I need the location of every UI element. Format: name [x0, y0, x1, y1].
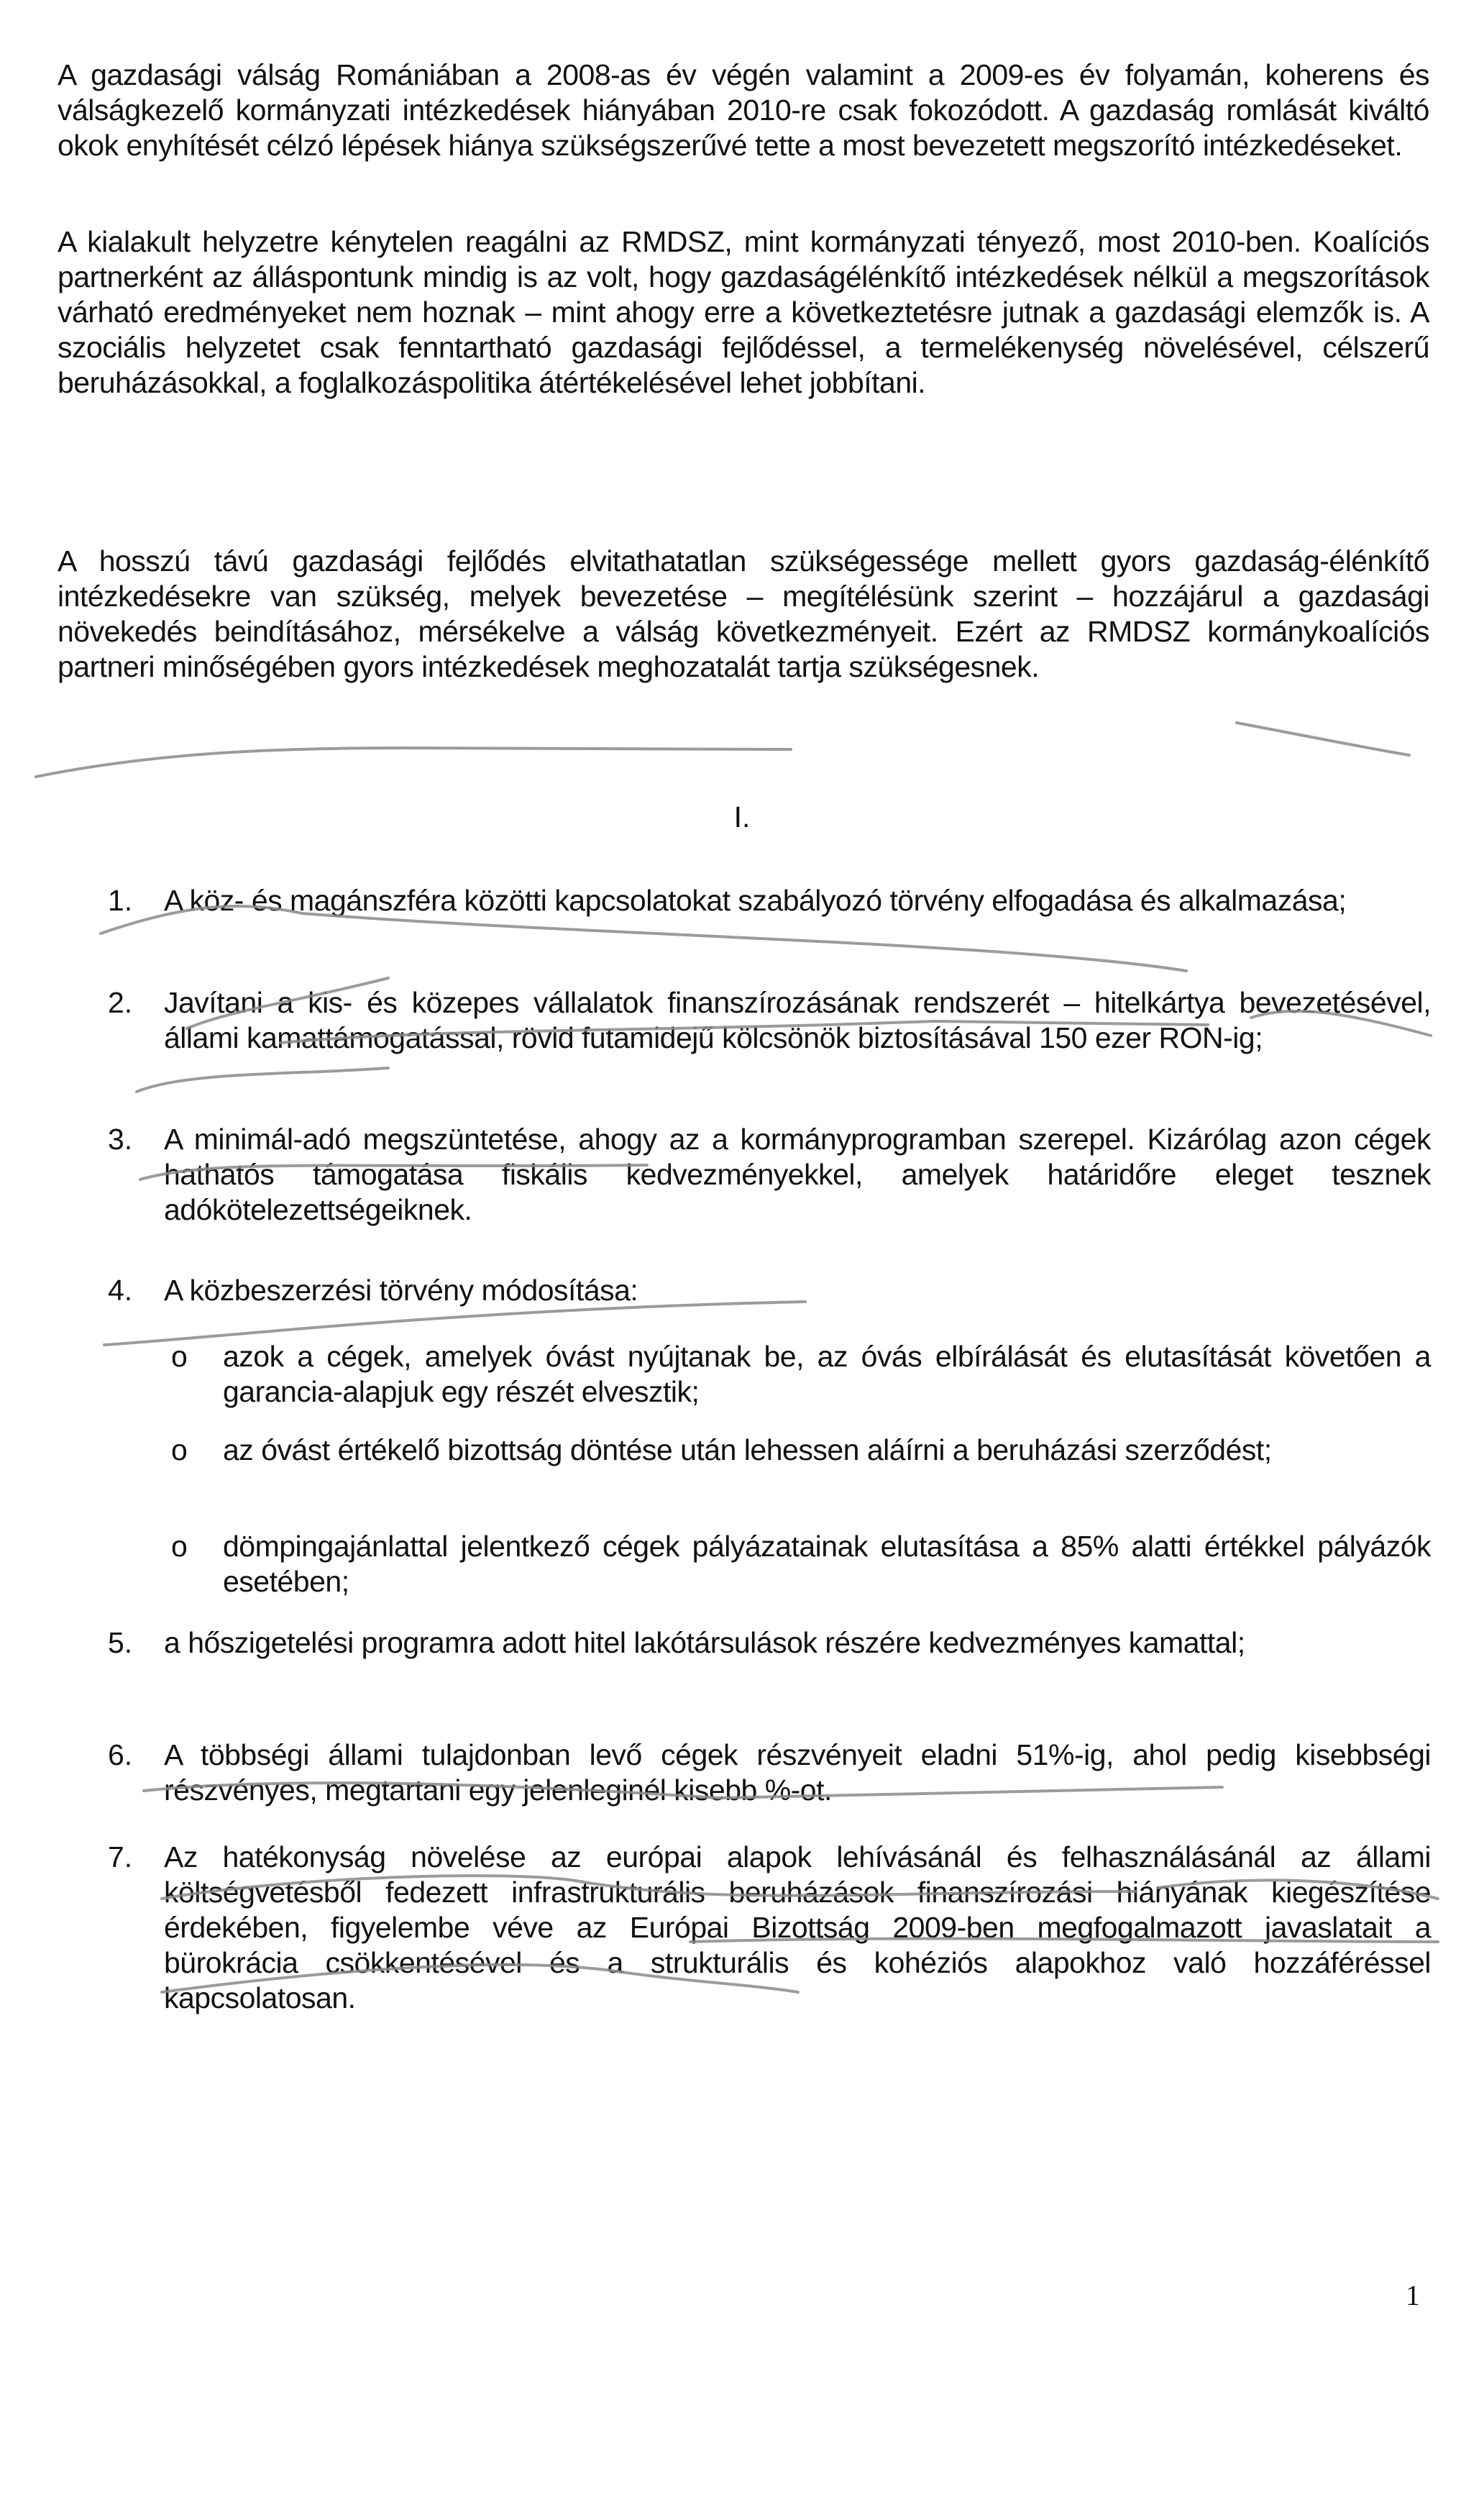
list-item-1 — [108, 883, 1431, 918]
sub-item-text: azok a cégek, amelyek óvást nyújtanak be, az óvás elbírálását és elutasítását követően a garancia-alapjuk egy részét elvesztik; — [223, 1340, 1431, 1408]
list-item-number: 7. — [108, 1840, 133, 1873]
list-item-text: A többségi állami tulajdonban levő cégek részvényeit eladni 51%-ig, ahol pedig kisebbségi részvényes, megtartani egy jelenleginél kisebb %-ot. — [164, 1738, 1431, 1807]
list-item-6 — [108, 1738, 1431, 1808]
intro-paragraph-3: A hosszú távú gazdasági fejlődés elvitathatatlan szükségessége mellett gyors gazdaság-élénkítő intézkedésekre van szükség, melyek bevezetése – megítélésünk szerint – hozzájárul a gazdasági növekedés beindításához, mérsékelve a válság következményeit. Ezért az RMDSZ kormánykoalíciós partneri minőségében gyors intézkedések meghozatalát tartja szükségesnek. — [58, 544, 1429, 683]
list-item-number: 3. — [108, 1123, 133, 1156]
list-item-5 — [108, 1625, 1431, 1661]
hollow-bullet-icon: o — [171, 1530, 188, 1563]
list-item-7 — [108, 1840, 1431, 2016]
sub-item-text: dömpingajánlattal jelentkező cégek pályázatainak elutasítása a 85% alatti értékkel pályázók esetében; — [223, 1530, 1431, 1598]
list-item-text: A közbeszerzési törvény módosítása: — [164, 1274, 638, 1307]
pencil-underline-mark — [36, 748, 791, 777]
list-item-text: A köz- és magánszféra közötti kapcsolatokat szabályozó törvény elfogadása és alkalmazása; — [164, 884, 1347, 917]
list-item-2 — [108, 985, 1431, 1056]
list-item-number: 1. — [108, 884, 133, 917]
list-item-number: 6. — [108, 1738, 133, 1771]
sub-item-1 — [164, 1339, 1431, 1410]
pencil-underline-mark — [104, 1302, 805, 1345]
list-item-text: Javítani a kis- és közepes vállalatok finanszírozásának rendszerét – hitelkártya bevezetésével, állami kamattámogatással, rövid futamidejű kölcsönök biztosításával 150 ezer RON-ig; — [164, 986, 1431, 1054]
section-heading: I. — [733, 800, 751, 834]
list-item-3 — [108, 1122, 1431, 1228]
page-number: 1 — [1406, 2279, 1420, 2311]
intro-paragraph-2: A kialakult helyzetre kénytelen reagálni az RMDSZ, mint kormányzati tényező, most 2010-ben. Koalíciós partnerként az álláspontunk mindig is az volt, hogy gazdaságélénkítő intézkedések nélkül a megszorítások várható eredményeket nem hoznak – mint ahogy erre a következtetésre jutnak a gazdasági elemzők is. A szociális helyzetet csak fenntartható gazdasági fejlődéssel, a termelékenység növelésével, célszerű beruházásokkal, a foglalkozáspolitika átértékelésével lehet jobbítani. — [58, 225, 1429, 399]
pencil-underline-mark — [1237, 723, 1409, 755]
list-item-number: 2. — [108, 986, 133, 1019]
hollow-bullet-icon: o — [171, 1433, 188, 1466]
pencil-underline-mark — [137, 1068, 388, 1092]
list-item-text: Az hatékonyság növelése az európai alapok lehívásánál és felhasználásánál az állami költségvetésből fedezett infrastrukturális beruházások finanszírozási hiányának kiegészítése érdekében, figyelembe véve az Európai Bizottság 2009-ben megfogalmazott javaslatait a bürokrácia csökkentésével és a strukturális és kohéziós alapokhoz való hozzáféréssel kapcsolatosan. — [164, 1840, 1431, 2014]
list-item-text: A minimál-adó megszüntetése, ahogy az a kormányprogramban szerepel. Kizárólag azon cégek hathatós támogatása fiskális kedvezményekkel, amelyek határidőre eleget tesznek adókötelezettségeiknek. — [164, 1123, 1431, 1226]
list-item-text: a hőszigetelési programra adott hitel lakótársulások részére kedvezményes kamattal; — [164, 1626, 1245, 1659]
intro-paragraph-1: A gazdasági válság Romániában a 2008-as év végén valamint a 2009-es év folyamán, koherens és válságkezelő kormányzati intézkedések hiányában 2010-re csak fokozódott. A gazdaság romlását kiváltó okok enyhítését célzó lépések hiánya szükségszerűvé tette a most bevezetett megszorító intézkedéseket. — [58, 58, 1429, 162]
list-item-4 — [108, 1273, 1431, 1308]
sub-item-2 — [164, 1433, 1431, 1468]
list-item-number: 4. — [108, 1274, 133, 1307]
list-item-number: 5. — [108, 1626, 133, 1659]
hollow-bullet-icon: o — [171, 1340, 188, 1373]
sub-item-text: az óvást értékelő bizottság döntése után lehessen aláírni a beruházási szerződést; — [223, 1433, 1272, 1466]
sub-item-3 — [164, 1529, 1431, 1599]
